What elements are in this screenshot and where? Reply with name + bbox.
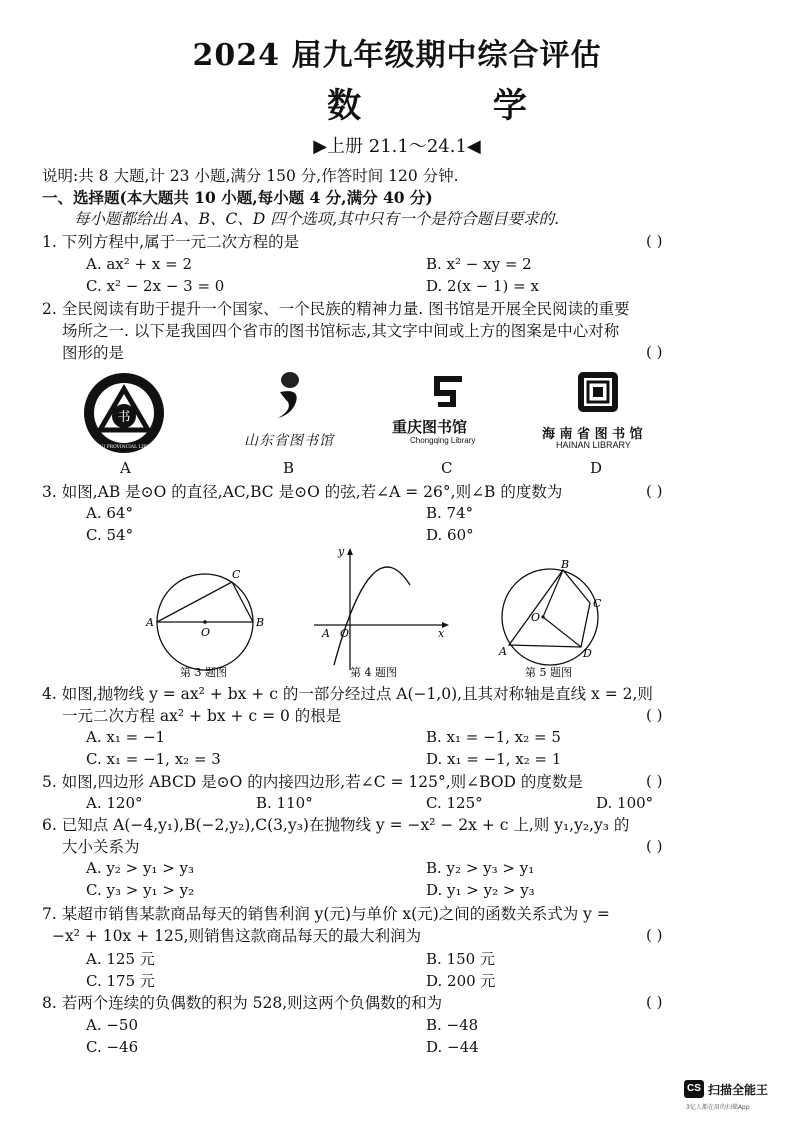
option-c[interactable]: C. 175 元 (86, 972, 155, 990)
option-b[interactable]: B. x₁ = −1, x₂ = 5 (426, 728, 561, 746)
fig4-caption: 第 4 题图 (350, 666, 397, 679)
fig4-label-o: O (340, 627, 350, 640)
answer-paren[interactable]: ( ) (646, 993, 663, 1011)
logo-chongqing-library (428, 374, 468, 412)
figure-3 (140, 560, 280, 680)
option-b[interactable]: B. y₂ > y₃ > y₁ (426, 859, 535, 877)
option-d[interactable]: D. 2(x − 1) = x (426, 277, 539, 295)
logo-letter-a: A (120, 459, 131, 477)
option-c[interactable]: C. y₃ > y₁ > y₂ (86, 881, 195, 899)
fig4-label-a: A (322, 627, 330, 640)
logo-letter-d: D (590, 459, 603, 477)
logo-letter-c: C (441, 459, 453, 477)
answer-paren[interactable]: ( ) (646, 232, 663, 250)
answer-paren[interactable]: ( ) (646, 706, 663, 724)
option-b[interactable]: B. 74° (426, 504, 474, 522)
option-b[interactable]: B. x² − xy = 2 (426, 255, 532, 273)
fig5-label-d: D (583, 647, 592, 660)
question-stem: 8. 若两个连续的负偶数的积为 528,则这两个负偶数的和为 (42, 994, 443, 1012)
question-stem: 7. 某超市销售某款商品每天的销售利润 y(元)与单价 x(元)之间的函数关系式为 y = (42, 905, 610, 923)
option-b[interactable]: B. 110° (256, 794, 313, 812)
question-stem: 4. 如图,抛物线 y = ax² + bx + c 的一部分经过点 A(−1,0),且其对称轴是直线 x = 2,则 (42, 685, 653, 703)
section-intro: 每小题都给出 A、B、C、D 四个选项,其中只有一个是符合题目要求的. (74, 210, 560, 228)
logo-hainan-library (578, 372, 618, 412)
section-heading: 一、选择题(本大题共 10 小题,每小题 4 分,满分 40 分) (42, 188, 433, 207)
question-stem: 3. 如图,AB 是⊙O 的直径,AC,BC 是⊙O 的弦,若∠A = 26°,则∠B 的度数为 (42, 483, 563, 501)
fig5-label-a: A (499, 645, 507, 658)
scanner-watermark (684, 1078, 788, 1118)
camscanner-badge: CS (684, 1080, 704, 1098)
question-stem: 2. 全民阅读有助于提升一个国家、一个民族的精神力量. 图书馆是开展全民阅读的重要 (42, 300, 630, 318)
fig5-label-b: B (561, 558, 570, 571)
option-a[interactable]: A. −50 (86, 1016, 139, 1034)
option-c[interactable]: C. 54° (86, 526, 134, 544)
logo-shandong-library (270, 370, 308, 426)
logo-anhui-library (76, 372, 172, 454)
fig4-label-x: x (438, 627, 445, 640)
logo-c-subtext: Chongqing Library (410, 436, 476, 445)
option-c[interactable]: C. x² − 2x − 3 = 0 (86, 277, 225, 295)
page-title: 2024 届九年级期中综合评估 (192, 38, 602, 73)
subject-title: 数 学 (327, 86, 587, 126)
figure-5 (495, 555, 615, 680)
instructions: 说明:共 8 大题,计 23 小题,满分 150 分,作答时间 120 分钟. (42, 167, 459, 185)
question-stem: 5. 如图,四边形 ABCD 是⊙O 的内接四边形,若∠C = 125°,则∠BOD 的度数是 (42, 773, 583, 791)
logo-d-subtext: HAINAN LIBRARY (556, 440, 631, 450)
option-d[interactable]: D. y₁ > y₂ > y₃ (426, 881, 535, 899)
fig5-label-o: O (531, 611, 541, 624)
question-stem: −x² + 10x + 125,则销售这款商品每天的最大利润为 (52, 927, 422, 945)
fig3-label-a: A (146, 616, 154, 629)
fig3-label-b: B (256, 616, 265, 629)
option-b[interactable]: B. −48 (426, 1016, 479, 1034)
question-stem: 场所之一. 以下是我国四个省市的图书馆标志,其文字中间或上方的图案是中心对称 (62, 322, 620, 340)
fig4-label-y: y (338, 545, 345, 558)
watermark-name: 扫描全能王 (708, 1083, 769, 1097)
logo-b-text: 山东省图书馆 (244, 433, 334, 449)
answer-paren[interactable]: ( ) (646, 926, 663, 944)
option-a[interactable]: A. y₂ > y₁ > y₃ (86, 859, 195, 877)
logo-letter-b: B (283, 459, 295, 477)
watermark-tagline: 3亿人都在用的扫描App (686, 1104, 750, 1111)
logo-d-text: 海 南 省 图 书 馆 (542, 427, 643, 442)
logo-a-text: ANHUI PROVINCIAL LIBRARY (88, 445, 160, 450)
option-b[interactable]: B. 150 元 (426, 950, 495, 968)
fig3-label-c: C (232, 568, 241, 581)
question-stem: 大小关系为 (62, 838, 140, 856)
svg-text:书: 书 (117, 410, 131, 425)
fig3-caption: 第 3 题图 (180, 666, 227, 679)
option-d[interactable]: D. −44 (426, 1038, 479, 1056)
option-a[interactable]: A. 125 元 (86, 950, 155, 968)
option-c[interactable]: C. x₁ = −1, x₂ = 3 (86, 750, 221, 768)
option-d[interactable]: D. 100° (596, 794, 654, 812)
answer-paren[interactable]: ( ) (646, 343, 663, 361)
answer-paren[interactable]: ( ) (646, 772, 663, 790)
option-d[interactable]: D. 200 元 (426, 972, 496, 990)
chapter-range: ▶上册 21.1～24.1◀ (313, 136, 481, 157)
option-a[interactable]: A. 120° (86, 794, 143, 812)
option-a[interactable]: A. 64° (86, 504, 133, 522)
question-stem: 一元二次方程 ax² + bx + c = 0 的根是 (62, 707, 342, 725)
question-stem: 图形的是 (62, 344, 125, 362)
option-c[interactable]: C. 125° (426, 794, 483, 812)
fig5-label-c: C (593, 597, 602, 610)
question-stem: 6. 已知点 A(−4,y₁),B(−2,y₂),C(3,y₃)在抛物线 y = −x² − 2x + c 上,则 y₁,y₂,y₃ 的 (42, 816, 630, 834)
question-stem: 1. 下列方程中,属于一元二次方程的是 (42, 233, 300, 251)
option-a[interactable]: A. ax² + x = 2 (86, 255, 192, 273)
fig3-label-o: O (201, 626, 211, 639)
fig5-caption: 第 5 题图 (525, 666, 572, 679)
answer-paren[interactable]: ( ) (646, 482, 663, 500)
logo-c-text: 重庆图书馆 (392, 418, 468, 436)
option-d[interactable]: D. x₁ = −1, x₂ = 1 (426, 750, 562, 768)
answer-paren[interactable]: ( ) (646, 837, 663, 855)
option-a[interactable]: A. x₁ = −1 (86, 728, 166, 746)
option-d[interactable]: D. 60° (426, 526, 474, 544)
option-c[interactable]: C. −46 (86, 1038, 139, 1056)
figure-4 (310, 545, 450, 680)
